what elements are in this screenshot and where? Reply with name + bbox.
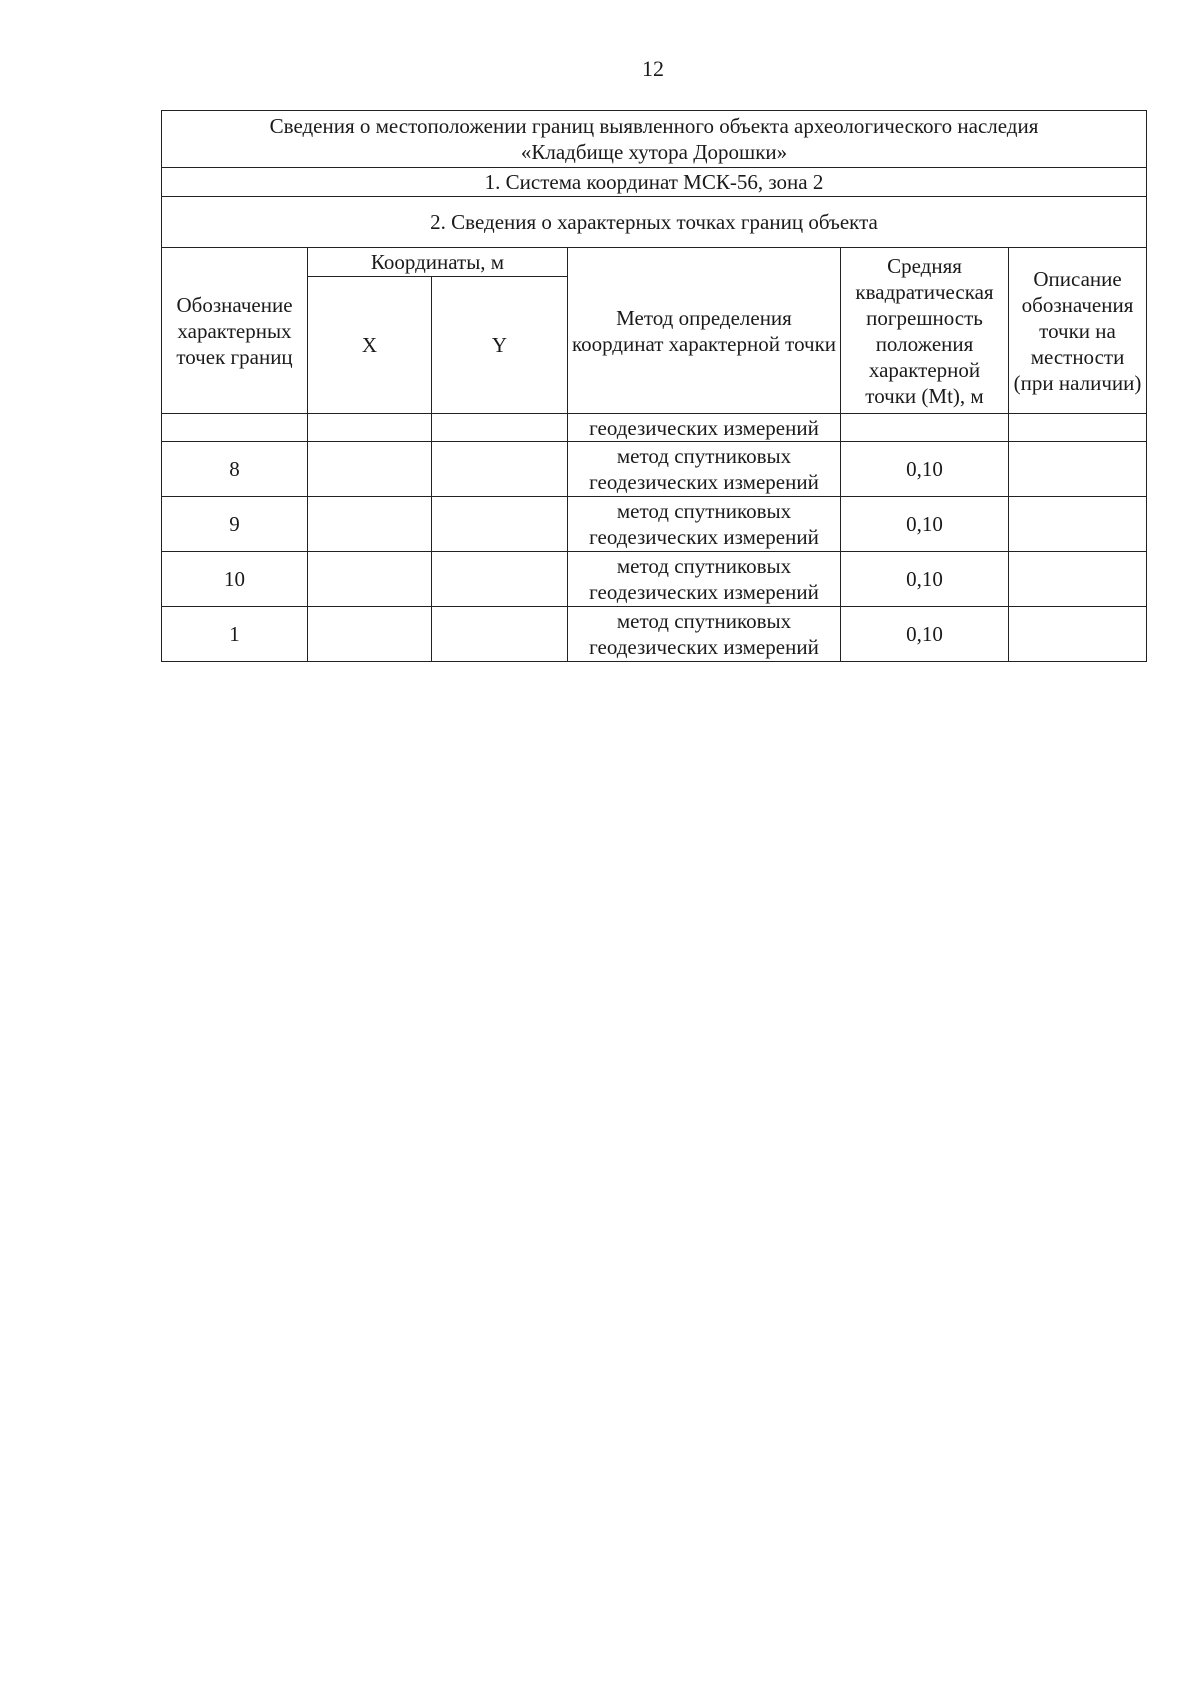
method-line2: геодезических измерений (589, 470, 819, 494)
header-error: Средняя квадратическая погрешность положения характерной точки (Mt), м (841, 248, 1009, 414)
cell-method (568, 497, 841, 552)
method-line2: геодезических измерений (589, 635, 819, 659)
method-line2: геодезических измерений (589, 580, 819, 604)
header-coordinates: Координаты, м (308, 248, 568, 277)
cell-point: 9 (162, 497, 308, 552)
cell-x (308, 442, 432, 497)
method-line1: метод спутниковых (616, 444, 792, 468)
cell-description (1009, 497, 1147, 552)
header-x: X (308, 277, 432, 414)
cell-method (568, 442, 841, 497)
header-y: Y (432, 277, 568, 414)
cell-method (568, 552, 841, 607)
cell-y (432, 442, 568, 497)
table-title-line2: «Кладбище хутора Дорошки» (520, 140, 788, 164)
points-info-row: 2. Сведения о характерных точках границ объекта (162, 197, 1147, 248)
cell-error: 0,10 (841, 497, 1009, 552)
cell-point: 10 (162, 552, 308, 607)
cell-x (308, 497, 432, 552)
header-point-designation: Обозначение характерных точек границ (162, 248, 308, 414)
cell-error: 0,10 (841, 552, 1009, 607)
table-row-continuation (162, 414, 1147, 442)
cell-description (1009, 552, 1147, 607)
table-row (162, 607, 1147, 662)
cell-point: 8 (162, 442, 308, 497)
cell-error (841, 414, 1009, 442)
method-line2: геодезических измерений (589, 525, 819, 549)
cell-description (1009, 414, 1147, 442)
cell-error: 0,10 (841, 442, 1009, 497)
method-line1: метод спутниковых (616, 499, 792, 523)
coordinate-system-row: 1. Система координат МСК-56, зона 2 (162, 168, 1147, 197)
page-number: 12 (642, 56, 664, 81)
header-description: Описание обозначения точки на местности (при наличии) (1009, 248, 1147, 414)
cell-description (1009, 442, 1147, 497)
cell-y (432, 414, 568, 442)
table-row (162, 442, 1147, 497)
boundary-points-table (161, 110, 1147, 662)
cell-x (308, 414, 432, 442)
cell-y (432, 552, 568, 607)
cell-x (308, 552, 432, 607)
cell-point (162, 414, 308, 442)
cell-error: 0,10 (841, 607, 1009, 662)
table-row (162, 552, 1147, 607)
cell-y (432, 497, 568, 552)
cell-description (1009, 607, 1147, 662)
method-line1: метод спутниковых (616, 554, 792, 578)
cell-x (308, 607, 432, 662)
table-row (162, 497, 1147, 552)
table-title-line1: Сведения о местоположении границ выявленного объекта археологического наследия (269, 114, 1039, 138)
method-line1: метод спутниковых (616, 609, 792, 633)
table-title-cell (162, 111, 1147, 168)
cell-method: геодезических измерений (568, 414, 841, 442)
cell-method (568, 607, 841, 662)
cell-y (432, 607, 568, 662)
header-method: Метод определения координат характерной точки (568, 248, 841, 414)
cell-point: 1 (162, 607, 308, 662)
